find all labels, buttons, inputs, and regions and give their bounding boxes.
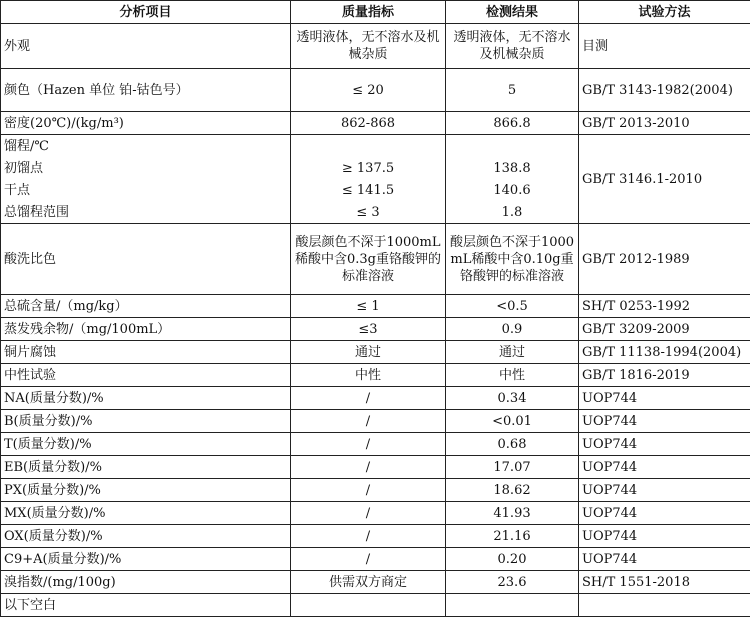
table-row	[1, 112, 750, 135]
row-spec: /	[291, 456, 446, 479]
row-spec: ≤3	[291, 318, 446, 341]
row-spec: /	[291, 433, 446, 456]
row-spec: 供需双方商定	[291, 571, 446, 594]
row-method: UOP744	[579, 456, 750, 479]
header-method: 试验方法	[579, 1, 750, 24]
table-row	[1, 224, 750, 295]
row-method: GB/T 3209-2009	[579, 318, 750, 341]
row-spec: 通过	[291, 341, 446, 364]
row-result: 0.68	[446, 433, 579, 456]
row-result: 通过	[446, 341, 579, 364]
row-spec: ≥ 137.5	[291, 157, 446, 179]
row-result: 0.20	[446, 548, 579, 571]
row-result: <0.5	[446, 295, 579, 318]
row-item: 以下空白	[1, 594, 291, 617]
row-result	[446, 594, 579, 617]
row-item: 外观	[1, 24, 291, 69]
row-item: 总馏程范围	[1, 201, 291, 224]
row-result: 1.8	[446, 201, 579, 224]
table-row	[1, 341, 750, 364]
row-spec: ≤ 1	[291, 295, 446, 318]
table-row	[1, 295, 750, 318]
row-result: 透明液体，无不溶水及机械杂质	[446, 24, 579, 69]
row-spec: ≤ 3	[291, 201, 446, 224]
row-result: 138.8	[446, 157, 579, 179]
table-row	[1, 364, 750, 387]
row-result: 0.9	[446, 318, 579, 341]
row-result: 41.93	[446, 502, 579, 525]
row-method: GB/T 1816-2019	[579, 364, 750, 387]
row-method: GB/T 3143-1982(2004)	[579, 69, 750, 112]
row-spec	[291, 594, 446, 617]
row-spec: ≤ 141.5	[291, 179, 446, 201]
row-item: OX(质量分数)/%	[1, 525, 291, 548]
table-row	[1, 387, 750, 410]
row-result: 5	[446, 69, 579, 112]
row-method: UOP744	[579, 525, 750, 548]
row-spec: 862-868	[291, 112, 446, 135]
table-row	[1, 135, 750, 158]
table-row	[1, 594, 750, 617]
table-row	[1, 318, 750, 341]
row-spec: /	[291, 410, 446, 433]
row-item: 溴指数/(mg/100g)	[1, 571, 291, 594]
table-header-row	[1, 1, 750, 24]
row-method: SH/T 1551-2018	[579, 571, 750, 594]
row-item: C9+A(质量分数)/%	[1, 548, 291, 571]
table-row	[1, 24, 750, 69]
table-row	[1, 479, 750, 502]
row-method: UOP744	[579, 502, 750, 525]
row-item: EB(质量分数)/%	[1, 456, 291, 479]
table-row	[1, 433, 750, 456]
row-spec: /	[291, 479, 446, 502]
row-spec: 中性	[291, 364, 446, 387]
row-item: PX(质量分数)/%	[1, 479, 291, 502]
row-spec: /	[291, 525, 446, 548]
row-result: 酸层颜色不深于1000mL稀酸中含0.10g重铬酸钾的标准溶液	[446, 224, 579, 295]
row-item: B(质量分数)/%	[1, 410, 291, 433]
row-item: NA(质量分数)/%	[1, 387, 291, 410]
row-item: 酸洗比色	[1, 224, 291, 295]
header-result: 检测结果	[446, 1, 579, 24]
row-result: 18.62	[446, 479, 579, 502]
row-item: 馏程/℃	[1, 135, 291, 158]
row-method	[579, 594, 750, 617]
row-result: 0.34	[446, 387, 579, 410]
table-row	[1, 456, 750, 479]
row-method: GB/T 2012-1989	[579, 224, 750, 295]
row-item: 颜色（Hazen 单位 铂-钴色号）	[1, 69, 291, 112]
row-method: SH/T 0253-1992	[579, 295, 750, 318]
row-method: UOP744	[579, 387, 750, 410]
row-item: 初馏点	[1, 157, 291, 179]
row-item: 蒸发残余物/（mg/100mL）	[1, 318, 291, 341]
row-method: UOP744	[579, 548, 750, 571]
row-result: 21.16	[446, 525, 579, 548]
header-spec: 质量指标	[291, 1, 446, 24]
row-spec: 酸层颜色不深于1000mL稀酸中含0.3g重铬酸钾的标准溶液	[291, 224, 446, 295]
table-row	[1, 410, 750, 433]
row-method: UOP744	[579, 479, 750, 502]
row-method: UOP744	[579, 433, 750, 456]
row-result: 17.07	[446, 456, 579, 479]
table-row	[1, 571, 750, 594]
row-item: 中性试验	[1, 364, 291, 387]
row-result: 中性	[446, 364, 579, 387]
table-row	[1, 502, 750, 525]
row-result: 23.6	[446, 571, 579, 594]
table-row	[1, 525, 750, 548]
table-row	[1, 548, 750, 571]
row-spec: /	[291, 548, 446, 571]
row-result: 866.8	[446, 112, 579, 135]
row-item: T(质量分数)/%	[1, 433, 291, 456]
row-result: <0.01	[446, 410, 579, 433]
row-spec	[291, 135, 446, 158]
row-method: UOP744	[579, 410, 750, 433]
row-item: 干点	[1, 179, 291, 201]
row-spec: ≤ 20	[291, 69, 446, 112]
row-item: MX(质量分数)/%	[1, 502, 291, 525]
row-spec: 透明液体，无不溶水及机械杂质	[291, 24, 446, 69]
header-item: 分析项目	[1, 1, 291, 24]
row-result	[446, 135, 579, 158]
row-method: GB/T 11138-1994(2004)	[579, 341, 750, 364]
row-result: 140.6	[446, 179, 579, 201]
table-row	[1, 69, 750, 112]
row-spec: /	[291, 387, 446, 410]
row-method: GB/T 3146.1-2010	[579, 135, 750, 224]
row-method: GB/T 2013-2010	[579, 112, 750, 135]
row-item: 密度(20℃)/(kg/m³)	[1, 112, 291, 135]
row-item: 铜片腐蚀	[1, 341, 291, 364]
row-method: 目测	[579, 24, 750, 69]
row-spec: /	[291, 502, 446, 525]
row-item: 总硫含量/（mg/kg）	[1, 295, 291, 318]
